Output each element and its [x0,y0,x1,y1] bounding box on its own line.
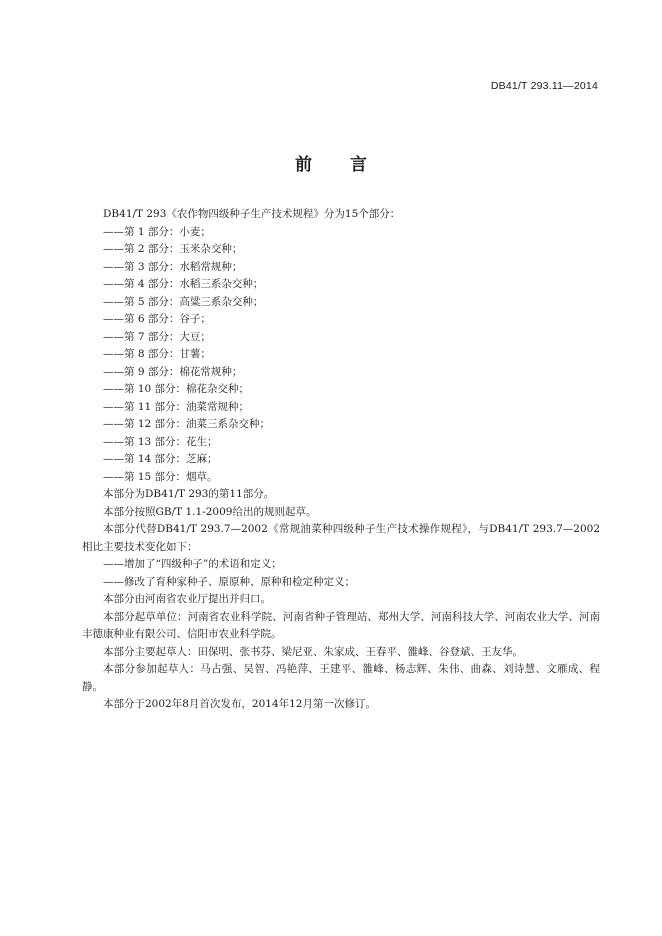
history-paragraph: 本部分于2002年8月首次发布，2014年12月第一次修订。 [103,698,376,710]
list-item: ——第 7 部分：大豆； [103,330,211,343]
list-item: ——第 8 部分：甘薯； [103,348,211,360]
list-item: ——第 15 部分：烟草。 [103,470,218,483]
list-item: ——第 13 部分：花生； [103,435,218,448]
list-item: ——第 10 部分：棉花杂交种； [103,383,250,395]
list-item: ——第 1 部分：小麦； [103,225,211,238]
main-drafters-paragraph: 本部分主要起草人：田保明、张书芬、梁尼亚、朱家成、王春平、雒峰、谷登斌、王友华。 [103,645,523,658]
list-item: ——第 11 部分：油菜常规种； [103,400,250,413]
standard-code: DB41/T 293.11—2014 [490,80,598,92]
drafting-units-paragraph: 本部分起草单位：河南省农业科学院、河南省种子管理站、郑州大学、河南科技大学、河南农业大学、河南丰德康种业有限公司、信阳市农业科学院。 [82,610,600,640]
list-item: ——第 9 部分：棉花常规种； [103,365,243,378]
list-item: ——第 2 部分：玉米杂交种； [103,243,243,255]
parts-list [82,224,600,487]
list-item: ——修改了育种家种子、原原种、原种和检定种定义； [103,575,355,588]
page-title: 前言 [295,155,405,175]
proposed-by-paragraph: 本部分由河南省农业厅提出并归口。 [103,593,271,605]
list-item: ——第 12 部分：油菜三系杂交种； [103,418,271,430]
changes-list [82,556,600,591]
list-item: ——第 14 部分：芝麻； [103,453,218,465]
intro-paragraph: DB41/T 293《农作物四级种子生产技术规程》分为15个部分： [103,208,401,220]
list-item: ——增加了“四级种子”的术语和定义； [103,558,282,570]
replaces-paragraph: 本部分代替DB41/T 293.7—2002《常规油菜种四级种子生产技术操作规程》，与DB41/T 293.7—2002相比主要技术变化如下： [82,523,600,553]
list-item: ——第 5 部分：高粱三系杂交种； [103,295,264,308]
drafting-rules-paragraph: 本部分按照GB/T 1.1-2009给出的规则起草。 [103,505,317,518]
list-item: ——第 6 部分：谷子； [103,313,211,325]
list-item: ——第 3 部分：水稻常规种； [103,260,243,273]
participants-paragraph: 本部分参加起草人：马占强、吴智、冯艳萍、王建平、雒峰、杨志辉、朱伟、曲森、刘诗慧、文雁成、程静。 [82,663,600,693]
list-item: ——第 4 部分：水稻三系杂交种； [103,278,264,290]
foreword-body [82,206,600,714]
part-of-paragraph: 本部分为DB41/T 293的第11部分。 [103,488,275,500]
